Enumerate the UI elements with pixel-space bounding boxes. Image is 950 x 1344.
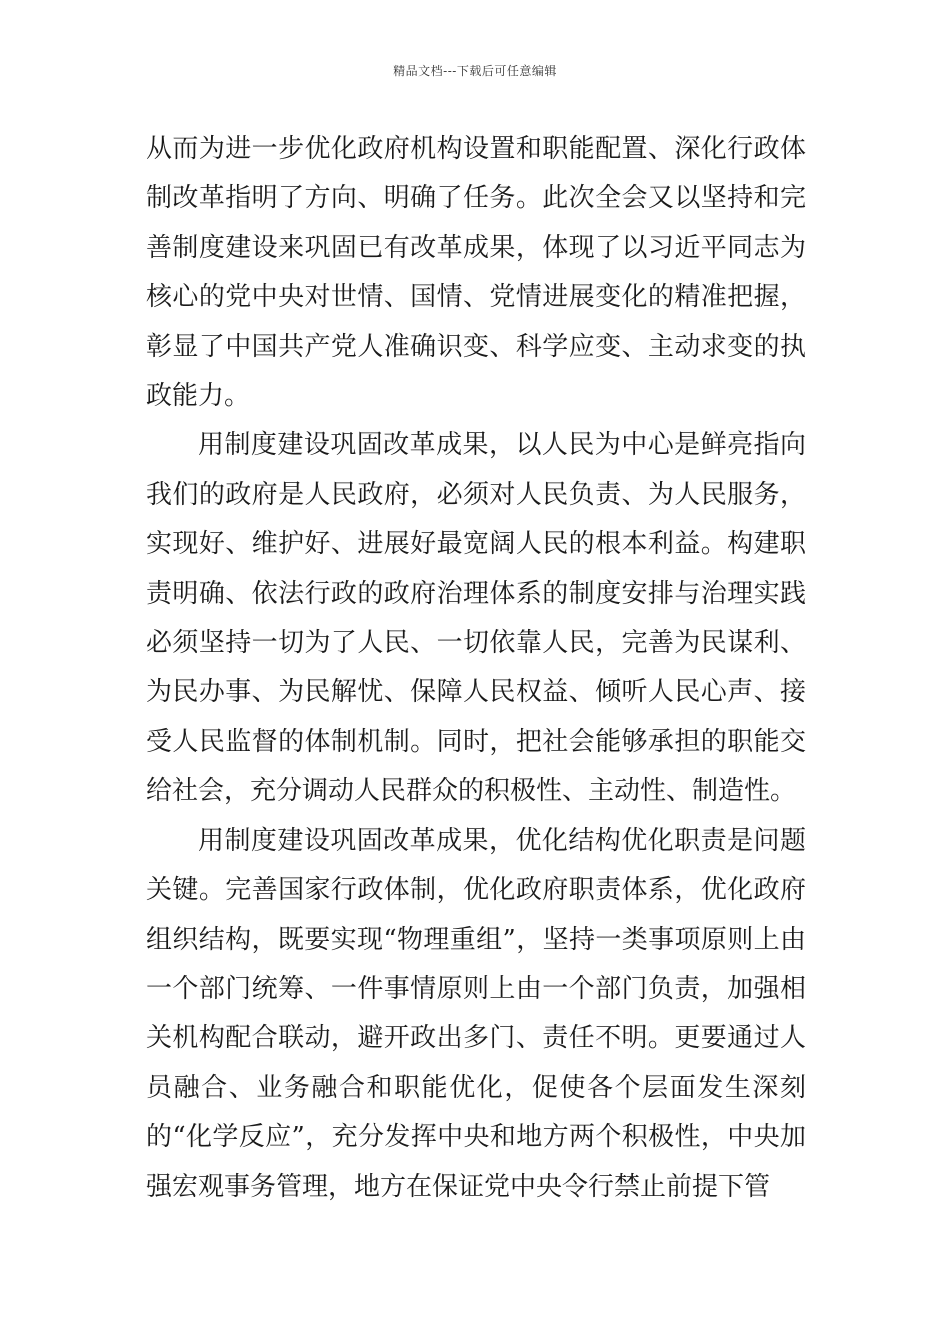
paragraph-3: 用制度建设巩固改革成果，优化结构优化职责是问题关键。完善国家行政体制，优化政府职责体系，优化政府组织结构，既要实现“物理重组”，坚持一类事项原则上由一个部门统筹、一件事情原则上由一个部门负责，加强相关机构配合联动，避开政出多门、责任不明。更要通过人员融合、业务融合和职能优化，促使各个层面发生深刻的“化学反应”，充分发挥中央和地方两个积极性，中央加强宏观事务管理，地方在保证党中央令行禁止前提下管 (146, 825, 806, 1202)
page-header: 精品文档---下载后可任意编辑 (393, 64, 557, 78)
document-body (146, 125, 806, 1212)
paragraph-2: 用制度建设巩固改革成果，以人民为中心是鲜亮指向我们的政府是人民政府，必须对人民负责、为人民服务，实现好、维护好、进展好最宽阔人民的根本利益。构建职责明确、依法行政的政府治理体系的制度安排与治理实践必须坚持一切为了人民、一切依靠人民，完善为民谋利、为民办事、为民解忧、保障人民权益、倾听人民心声、接受人民监督的体制机制。同时，把社会能够承担的职能交给社会，充分调动人民群众的积极性、主动性、制造性。 (146, 430, 806, 807)
paragraph-1: 从而为进一步优化政府机构设置和职能配置、深化行政体制改革指明了方向、明确了任务。此次全会又以坚持和完善制度建设来巩固已有改革成果，体现了以习近平同志为核心的党中央对世情、国情、党情进展变化的精准把握，彰显了中国共产党人准确识变、科学应变、主动求变的执政能力。 (146, 134, 806, 412)
